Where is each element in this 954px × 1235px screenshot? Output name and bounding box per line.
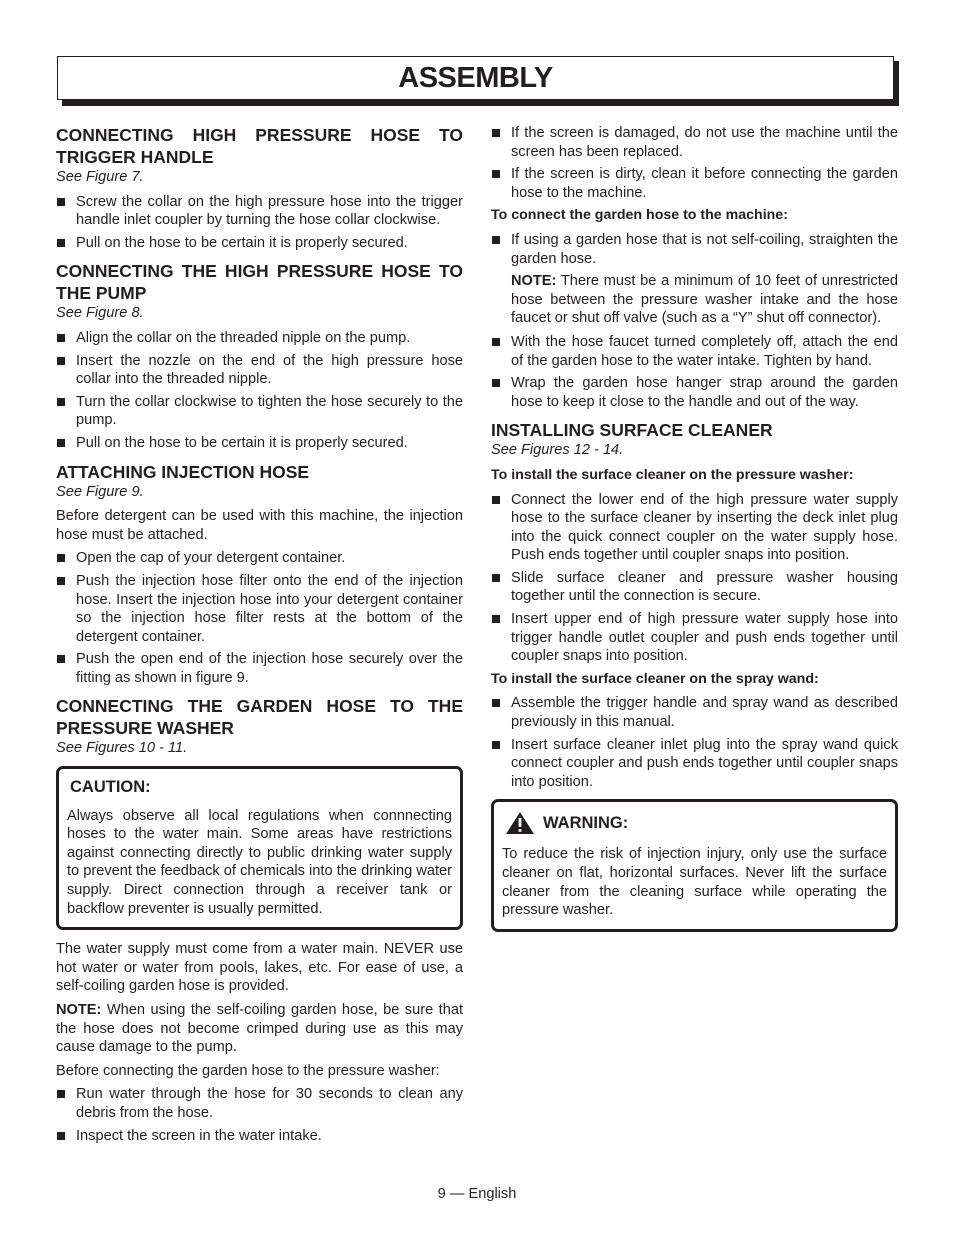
note-label: NOTE:: [511, 273, 557, 290]
bullet-icon: [492, 741, 500, 749]
section-heading: CONNECTING THE HIGH PRESSURE HOSE TO THE PUMP: [56, 261, 463, 304]
right-column: [491, 124, 898, 942]
caution-box: [56, 766, 463, 930]
bullet-icon: [57, 655, 65, 663]
list-item: Open the cap of your detergent container.: [56, 549, 463, 568]
note-paragraph: NOTE: When using the self-coiling garden hose, be sure that the hose does not become crimped during use as this may cause damage to the pump.: [56, 1002, 463, 1056]
figure-reference: See Figures 10 - 11.: [56, 740, 188, 757]
list-item: Pull on the hose to be certain it is properly secured.: [56, 234, 463, 253]
figure-reference: See Figures 12 - 14.: [491, 442, 624, 459]
bullet-list: [56, 329, 463, 453]
bullet-icon: [492, 379, 500, 387]
subheading: To install the surface cleaner on the pressure washer:: [491, 466, 854, 483]
note-label: NOTE:: [56, 1002, 102, 1018]
warning-box: [491, 799, 898, 931]
bullet-icon: [492, 170, 500, 178]
list-item: Assemble the trigger handle and spray wand as described previously in this manual.: [491, 694, 898, 731]
list-item: Insert upper end of high pressure water supply hose into trigger handle outlet coupler and push ends together until coupler snaps into position.: [491, 610, 898, 666]
bullet-list: [491, 333, 898, 411]
bullet-icon: [57, 398, 65, 406]
paragraph: Before connecting the garden hose to the pressure washer:: [56, 1062, 440, 1079]
bullet-list: [491, 491, 898, 666]
subheading: To connect the garden hose to the machine:: [491, 207, 788, 224]
list-item: Screw the collar on the high pressure hose into the trigger handle inlet coupler by turning the hose collar clockwise.: [56, 193, 463, 230]
list-item: With the hose faucet turned completely off, attach the end of the garden hose to the water intake. Tighten by hand.: [491, 333, 898, 370]
bullet-icon: [492, 236, 500, 244]
bullet-icon: [57, 198, 65, 206]
left-column: [56, 124, 463, 1149]
list-item: Connect the lower end of the high pressure water supply hose to the surface cleaner by inserting the deck inlet plug into the quick connect coupler on the water supply hose. Push ends together until coupler snaps into position.: [491, 491, 898, 565]
list-item: Slide surface cleaner and pressure washer housing together until the connection is secure.: [491, 569, 898, 606]
section-heading: INSTALLING SURFACE CLEANER: [491, 420, 773, 441]
bullet-icon: [57, 357, 65, 365]
figure-reference: See Figure 8.: [56, 305, 144, 322]
page-title: ASSEMBLY: [398, 61, 553, 94]
page-footer: 9 — English: [437, 1186, 517, 1202]
bullet-icon: [57, 1132, 65, 1140]
caution-text: Always observe all local regulations when connnecting hoses to the water main. Some areas have restrictions against connecting directly to public drinking water supply to prevent the feedback of chemicals into the drinking water supply. Direct connection through a receiver tank or backflow preventer is usually permitted.: [67, 807, 452, 917]
list-item: Pull on the hose to be certain it is properly secured.: [56, 434, 463, 453]
list-item: Turn the collar clockwise to tighten the hose securely to the pump.: [56, 393, 463, 430]
list-item: Align the collar on the threaded nipple on the pump.: [56, 329, 463, 348]
note-paragraph: NOTE: There must be a minimum of 10 feet of unrestricted hose between the pressure washer intake and the hose faucet or shut off valve (such as a “Y” shut off connector).: [511, 273, 898, 327]
bullet-list: [491, 124, 898, 202]
caution-title: CAUTION:: [70, 778, 151, 797]
list-item: Inspect the screen in the water intake.: [56, 1127, 463, 1146]
bullet-icon: [57, 439, 65, 447]
bullet-list: [56, 1085, 463, 1145]
bullet-icon: [492, 338, 500, 346]
title-banner: [57, 56, 894, 100]
section-heading: ATTACHING INJECTION HOSE: [56, 461, 310, 482]
warning-title: WARNING:: [543, 814, 629, 833]
list-item: Wrap the garden hose hanger strap around the garden hose to keep it close to the handle and out of the way.: [491, 374, 898, 411]
list-item: If using a garden hose that is not self-coiling, straighten the garden hose.: [491, 231, 898, 268]
figure-reference: See Figure 9.: [56, 483, 144, 500]
section-heading: CONNECTING THE GARDEN HOSE TO THE PRESSURE WASHER: [56, 696, 463, 739]
bullet-list: [491, 231, 898, 268]
warning-triangle-icon: [505, 811, 535, 835]
section-heading: CONNECTING HIGH PRESSURE HOSE TO TRIGGER HANDLE: [56, 125, 463, 167]
bullet-icon: [492, 129, 500, 137]
bullet-list: [491, 694, 898, 791]
list-item: Push the injection hose filter onto the end of the injection hose. Insert the injection hose into your detergent container so the injection hose filter rests at the bottom of the detergent container.: [56, 572, 463, 646]
bullet-icon: [492, 574, 500, 582]
paragraph: Before detergent can be used with this machine, the injection hose must be attached.: [56, 508, 463, 543]
list-item: Push the open end of the injection hose securely over the fitting as shown in figure 9.: [56, 650, 463, 687]
list-item: Run water through the hose for 30 seconds to clean any debris from the hose.: [56, 1085, 463, 1122]
list-item: Insert the nozzle on the end of the high pressure hose collar into the threaded nipple.: [56, 352, 463, 389]
bullet-icon: [492, 496, 500, 504]
bullet-icon: [57, 554, 65, 562]
bullet-list: [56, 193, 463, 253]
bullet-icon: [492, 699, 500, 707]
bullet-icon: [492, 615, 500, 623]
bullet-list: [56, 549, 463, 687]
paragraph: The water supply must come from a water main. NEVER use hot water or water from pools, lakes, etc. For ease of use, a self-coiling garden hose is provided.: [56, 941, 463, 995]
list-item: Insert surface cleaner inlet plug into the spray wand quick connect coupler and push ends together until coupler snaps into position.: [491, 736, 898, 792]
bullet-icon: [57, 334, 65, 342]
figure-reference: See Figure 7.: [56, 169, 144, 185]
subheading: To install the surface cleaner on the spray wand:: [491, 670, 819, 687]
list-item: If the screen is dirty, clean it before connecting the garden hose to the machine.: [491, 165, 898, 202]
bullet-icon: [57, 1090, 65, 1098]
bullet-icon: [57, 577, 65, 585]
list-item: If the screen is damaged, do not use the machine until the screen has been replaced.: [491, 124, 898, 161]
bullet-icon: [57, 239, 65, 247]
warning-text: To reduce the risk of injection injury, only use the surface cleaner on flat, horizontal surfaces. Never lift the surface cleaner from the cleaning surface while operating the pressure washer.: [502, 846, 887, 919]
